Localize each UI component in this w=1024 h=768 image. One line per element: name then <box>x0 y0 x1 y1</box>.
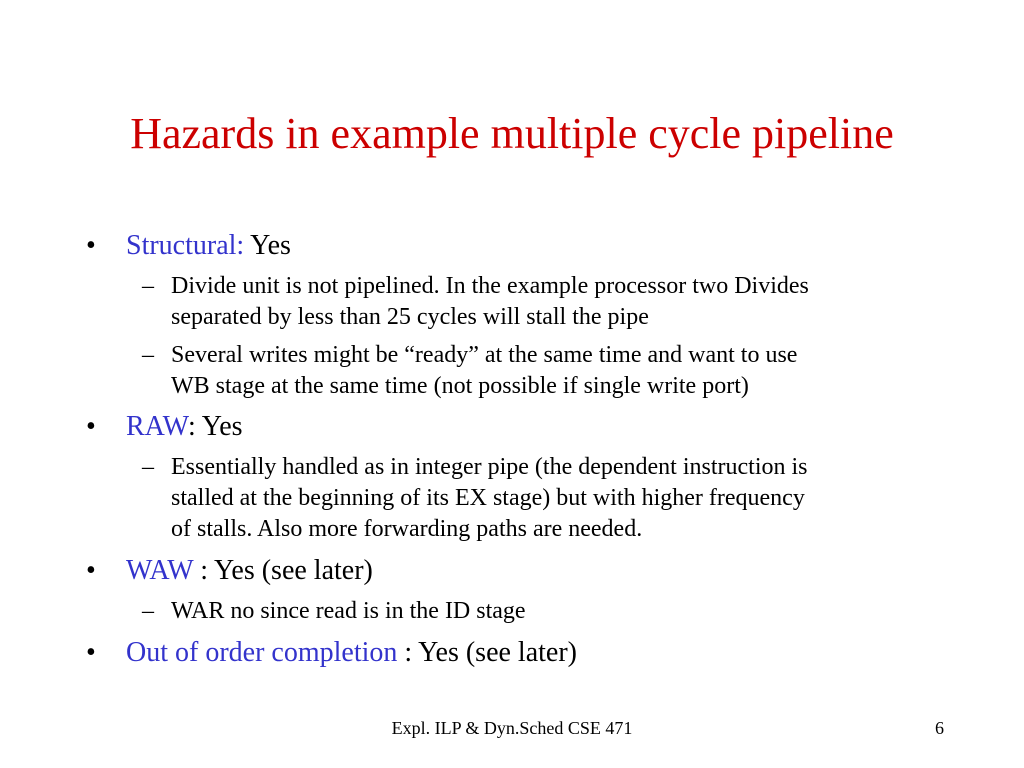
sub-line: Several writes might be “ready” at the same time and want to use <box>171 342 798 368</box>
sub-line: WB stage at the same time (not possible if single write port) <box>171 373 749 399</box>
bullet-dot: • <box>86 411 96 442</box>
keyword-out-of-order: Out of order completion <box>126 637 398 668</box>
bullet-text <box>126 230 291 262</box>
keyword-raw: RAW <box>126 411 189 442</box>
value-out-of-order: : Yes (see later) <box>397 637 577 668</box>
bullet-text <box>126 411 243 443</box>
slide-footer: Expl. ILP & Dyn.Sched CSE 471 <box>391 718 633 738</box>
sub-text <box>171 271 941 333</box>
value-waw: : Yes (see later) <box>193 555 373 586</box>
sub-line: of stalls. Also more forwarding paths are needed. <box>171 516 643 542</box>
keyword-structural: Structural: <box>126 230 245 261</box>
sub-text <box>171 596 941 627</box>
keyword-waw: WAW <box>126 555 194 586</box>
value-structural: Yes <box>244 230 291 261</box>
sub-dash: – <box>142 342 154 368</box>
bullet-dot: • <box>86 637 96 668</box>
sub-line: WAR no since read is in the ID stage <box>171 598 526 624</box>
sub-line: stalled at the beginning of its EX stage) but with higher frequency <box>171 485 805 511</box>
sub-dash: – <box>142 454 154 480</box>
sub-line: Divide unit is not pipelined. In the example processor two Divides <box>171 273 809 299</box>
sub-dash: – <box>142 273 154 299</box>
value-raw: : Yes <box>188 411 243 442</box>
page-number: 6 <box>935 718 944 738</box>
sub-text <box>171 452 941 545</box>
sub-line: separated by less than 25 cycles will stall the pipe <box>171 304 649 330</box>
bullet-dot: • <box>86 230 96 261</box>
bullet-dot: • <box>86 555 96 586</box>
slide-title: Hazards in example multiple cycle pipeline <box>130 109 894 158</box>
bullet-text <box>126 637 577 669</box>
sub-dash: – <box>142 598 154 624</box>
sub-text <box>171 340 941 402</box>
bullet-text <box>126 555 373 587</box>
sub-line: Essentially handled as in integer pipe (the dependent instruction is <box>171 454 808 480</box>
